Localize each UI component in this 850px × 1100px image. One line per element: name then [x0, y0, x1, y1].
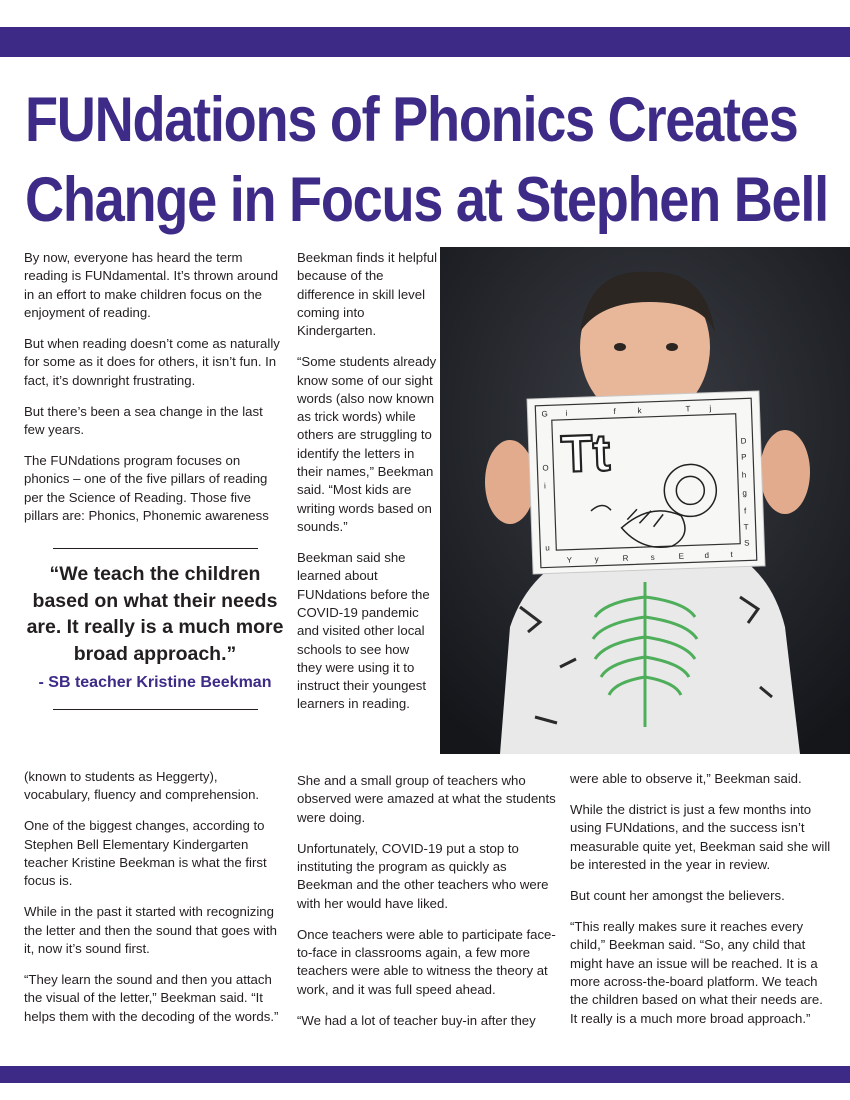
grid-letter: G [541, 409, 548, 419]
grid-letter: O [542, 463, 549, 473]
paragraph: were able to observe it,” Beekman said. [570, 771, 802, 786]
paragraph: But when reading doesn’t come as naturally for some as it does for others, it isn’t fun. In fact, it’s downright frustrating. [24, 335, 280, 388]
paragraph: Beekman said she learned about FUNdations before the COVID-19 pandemic and visited other local schools to see how they were using it to instruct their youngest learners in reading. [297, 550, 430, 712]
grid-letter: T [685, 404, 691, 414]
grid-letter: D [740, 436, 747, 446]
column-3 [570, 770, 832, 1041]
grid-letter: Y [566, 555, 573, 565]
paragraph: But count her amongst the believers. [570, 888, 785, 904]
right-hand [760, 430, 810, 514]
headline [25, 80, 833, 240]
paragraph: While the district is just a few months into using FUNdations, and the success isn’t measurable quite yet, Beekman said she will be interested in the year in review. [570, 802, 831, 872]
grid-letter: y [594, 554, 599, 564]
column-1-bottom [24, 768, 286, 1039]
grid-letter: h [741, 470, 747, 480]
paragraph: Unfortunately, COVID-19 put a stop to instituting the program as quickly as Beekman and the other teachers who were with her would have liked. [297, 840, 549, 911]
paragraph: Once teachers were able to participate face-to-face in classrooms again, a few more teachers were able to witness the theory at work, and it was full speed ahead. [297, 926, 556, 997]
grid-letter: k [637, 406, 642, 416]
grid-letter: f [613, 406, 616, 417]
column-2-top [297, 249, 437, 727]
worksheet-big-letters: Tt [559, 424, 612, 484]
column-2-bottom [297, 772, 559, 1043]
worksheet [527, 391, 765, 574]
paragraph: But there’s been a sea change in the last few years. [24, 403, 263, 437]
top-band [0, 27, 850, 57]
grid-letter: d [704, 550, 710, 560]
headline-line-1: FUNdations of Phonics Creates [25, 85, 798, 155]
child-eye-left [614, 343, 626, 351]
grid-letter: R [622, 553, 629, 563]
grid-letter: i [565, 408, 568, 418]
pull-quote-attribution: - SB teacher Kristine Beekman [38, 674, 272, 691]
column-1-top [24, 249, 286, 538]
grid-letter: t [730, 549, 733, 560]
grid-letter: i [543, 481, 547, 491]
left-hand [485, 440, 535, 524]
headline-line-2: Change in Focus at Stephen Bell [25, 165, 828, 235]
paragraph: While in the past it started with recognizing the letter and then the sound that goes with it, now it’s sound first. [24, 904, 277, 956]
grid-letter: E [678, 551, 685, 561]
paragraph: (known to students as Heggerty), vocabulary, fluency and comprehension. [24, 769, 260, 803]
photo-illustration [440, 247, 850, 754]
grid-letter: j [709, 403, 712, 413]
pull-quote [24, 548, 286, 710]
bottom-band [0, 1066, 850, 1083]
student-photo [440, 247, 850, 754]
paragraph: One of the biggest changes, according to Stephen Bell Elementary Kindergarten teacher Kristine Beekman is what the first focus is. [24, 818, 267, 889]
grid-letter: g [742, 488, 748, 498]
grid-letter: T [743, 522, 749, 532]
quote-rule-top [53, 548, 258, 549]
paragraph: Beekman finds it helpful because of the difference in skill level coming into Kindergarten. [297, 250, 438, 339]
quote-rule-bottom [53, 709, 258, 710]
grid-letter: f [743, 506, 747, 516]
paragraph: “Some students already know some of our sight words (also now known as trick words) while others are struggling to identify the letters in their names,” Beekman said. “Most kids are writing words based on sounds.” [297, 354, 437, 534]
grid-letter: P [741, 452, 747, 462]
paragraph: “They learn the sound and then you attach the visual of the letter,” Beekman said. “It helps them with the decoding of the words.” [24, 972, 279, 1024]
pull-quote-text: “We teach the children based on what their needs are. It really is a much more broad approach.” [26, 563, 284, 665]
grid-letter: S [744, 538, 750, 548]
paragraph: She and a small group of teachers who observed were amazed at what the students were doing. [297, 773, 556, 825]
shirt [500, 547, 800, 754]
paragraph: “This really makes sure it reaches every child,” Beekman said. “So, any child that might have an issue will be reached. It is a more across-the-board platform. We teach the children based on what their needs are. It really is a much more broad approach.” [570, 919, 823, 1026]
paragraph: The FUNdations program focuses on phonics – one of the five pillars of reading per the Science of Reading. Those five pillars are: Phonics, Phonemic awareness [24, 453, 269, 523]
grid-letter: s [650, 552, 655, 562]
child-eye-right [666, 343, 678, 351]
grid-letter: u [545, 543, 550, 553]
paragraph: By now, everyone has heard the term reading is FUNdamental. It’s thrown around in an effort to make children focus on the enjoyment of reading. [24, 250, 279, 320]
paragraph: “We had a lot of teacher buy-in after they [297, 1012, 536, 1028]
